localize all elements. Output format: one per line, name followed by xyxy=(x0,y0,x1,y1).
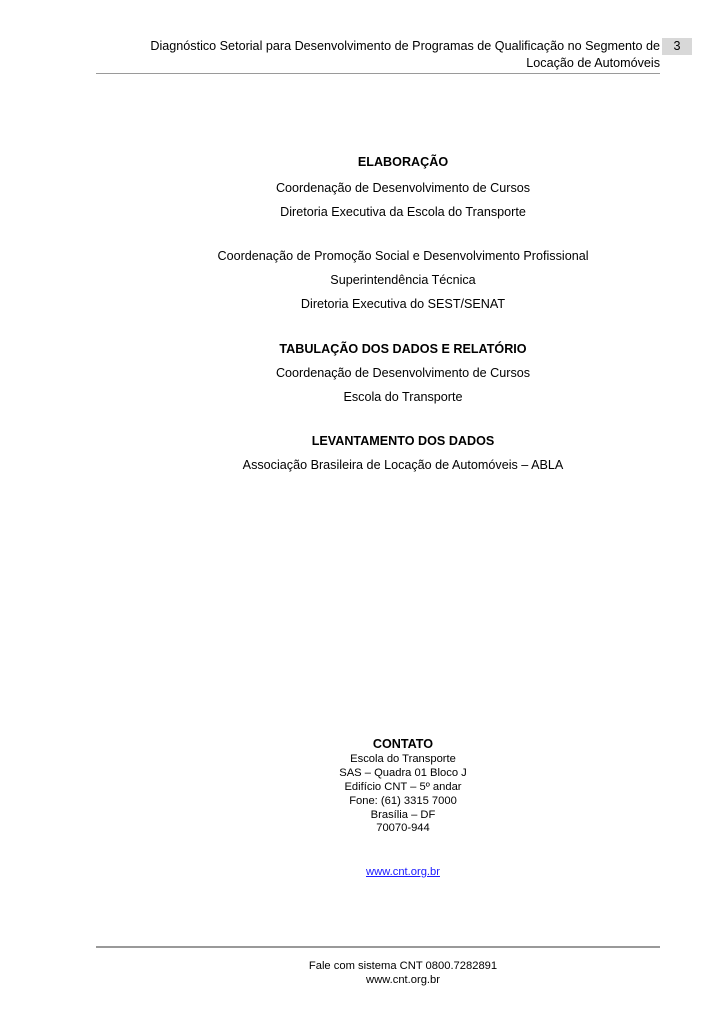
tabulacao-heading: TABULAÇÃO DOS DADOS E RELATÓRIO xyxy=(279,342,527,356)
contato-line: SAS – Quadra 01 Bloco J xyxy=(339,767,467,779)
contato-line: Brasília – DF xyxy=(370,809,436,821)
levantamento-line: Associação Brasileira de Locação de Automóveis – ABLA xyxy=(242,458,564,472)
header-divider xyxy=(96,73,660,74)
tabulacao-line: Coordenação de Desenvolvimento de Cursos xyxy=(275,366,531,380)
tabulacao-line: Escola do Transporte xyxy=(343,390,463,404)
contato-line: Escola do Transporte xyxy=(350,753,456,765)
header-title-line2: Locação de Automóveis xyxy=(526,56,660,70)
elaboracao-line: Superintendência Técnica xyxy=(330,273,476,287)
elaboracao-line: Coordenação de Desenvolvimento de Cursos xyxy=(275,181,531,195)
contato-heading: CONTATO xyxy=(372,737,434,751)
page-number: 3 xyxy=(662,38,692,55)
website-link[interactable]: www.cnt.org.br xyxy=(366,866,440,878)
elaboracao-line: Diretoria Executiva da Escola do Transporte xyxy=(280,205,526,219)
elaboracao-heading: ELABORAÇÃO xyxy=(357,155,449,169)
running-header xyxy=(96,38,660,72)
header-title-line1: Diagnóstico Setorial para Desenvolvimento de Programas de Qualificação no Segmento de xyxy=(150,39,660,53)
elaboracao-line: Coordenação de Promoção Social e Desenvolvimento Profissional xyxy=(217,249,589,263)
footer-divider xyxy=(96,946,660,948)
contato-line: Fone: (61) 3315 7000 xyxy=(349,795,457,807)
footer-website: www.cnt.org.br xyxy=(366,974,440,986)
levantamento-heading: LEVANTAMENTO DOS DADOS xyxy=(311,434,495,448)
footer-phone: Fale com sistema CNT 0800.7282891 xyxy=(308,960,498,972)
elaboracao-line: Diretoria Executiva do SEST/SENAT xyxy=(300,297,506,311)
contato-line: Edifício CNT – 5º andar xyxy=(344,781,462,793)
contato-line: 70070-944 xyxy=(376,822,430,834)
contato-website-row xyxy=(0,866,728,878)
